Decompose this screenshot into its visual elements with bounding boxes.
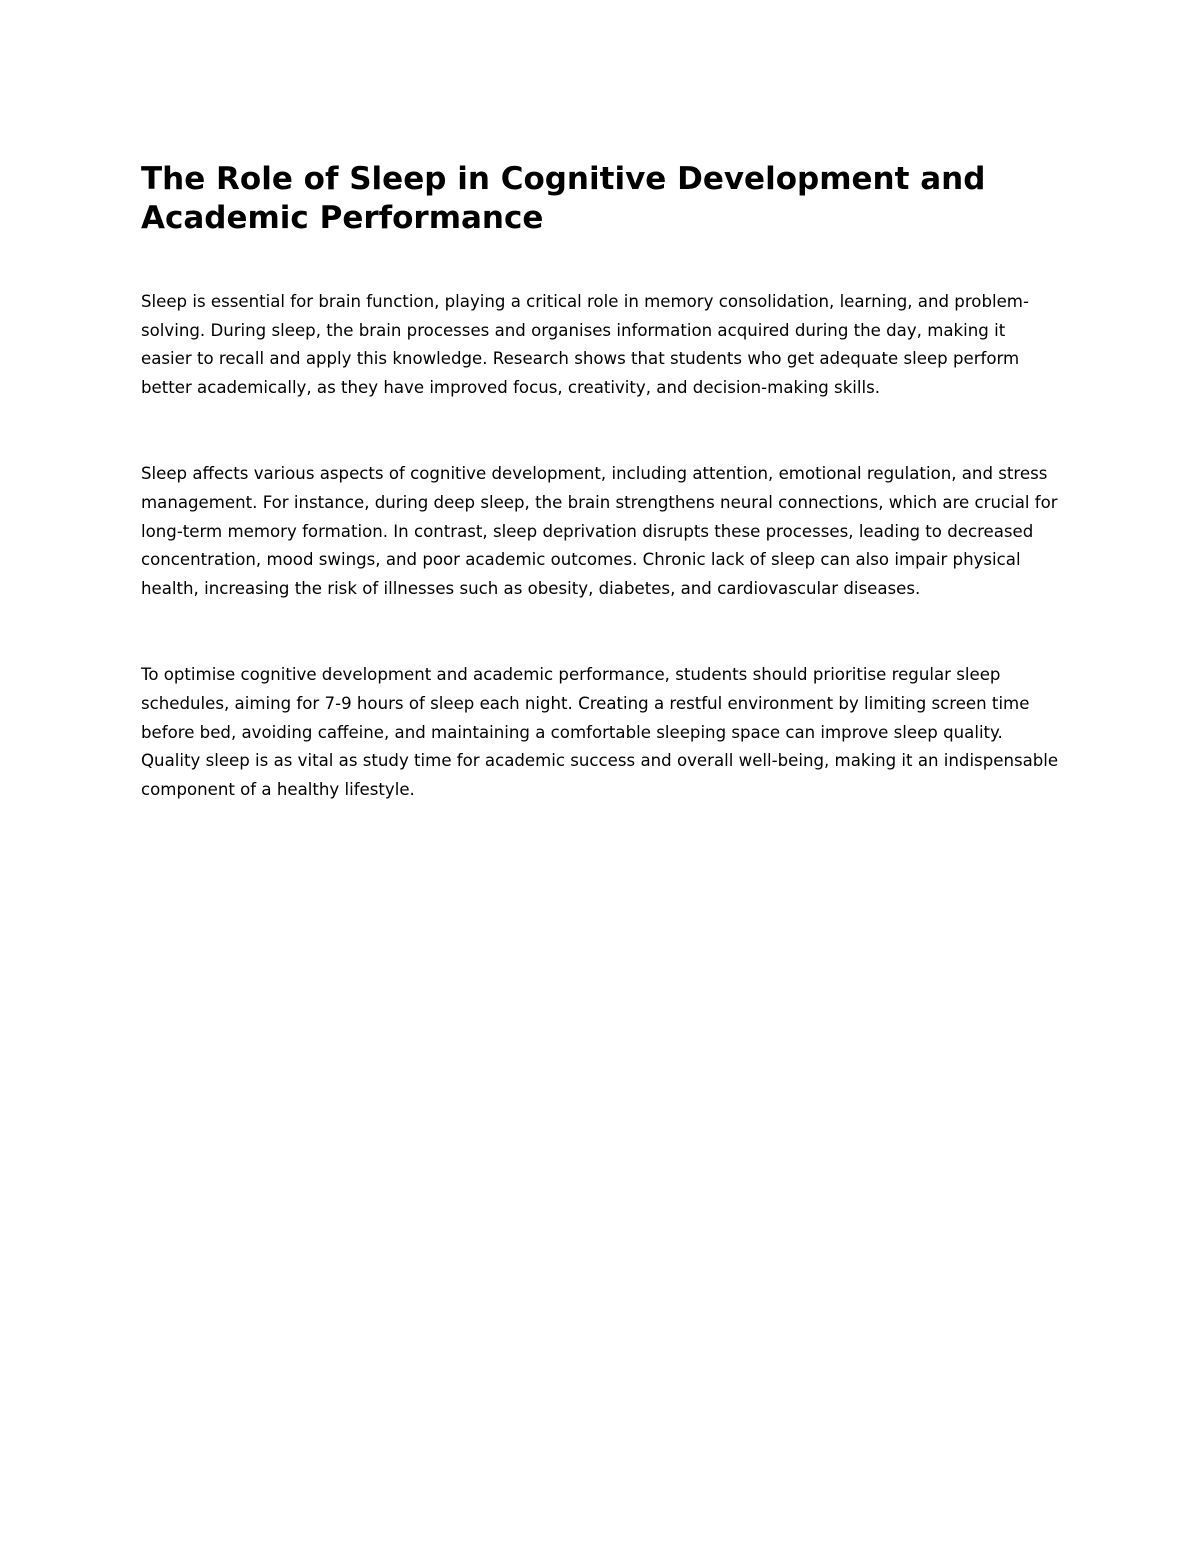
paragraph-3: To optimise cognitive development and academic performance, students should prioritise regular sleep schedules, aiming for 7-9 hours of sleep each night. Creating a restful environment by limiting screen time before bed, avoiding caffeine, and maintaining a comfortable sleeping space can improve sleep quality. Quality sleep is as vital as study time for academic success and overall well-being, making it an indispensable component of a healthy lifestyle.: [141, 665, 1059, 799]
document-content: [141, 160, 1061, 804]
paragraph-1: Sleep is essential for brain function, playing a critical role in memory consolidation, learning, and problem-solving. During sleep, the brain processes and organises information acquired during the day, making it easier to recall and apply this knowledge. Research shows that students who get adequate sleep perform better academically, as they have improved focus, creativity, and decision-making skills.: [141, 292, 1029, 397]
document-title: The Role of Sleep in Cognitive Development and Academic Performance: [141, 161, 986, 236]
paragraph-2: Sleep affects various aspects of cognitive development, including attention, emotional regulation, and stress management. For instance, during deep sleep, the brain strengthens neural connections, which are crucial for long-term memory formation. In contrast, sleep deprivation disrupts these processes, leading to decreased concentration, mood swings, and poor academic outcomes. Chronic lack of sleep can also impair physical health, increasing the risk of illnesses such as obesity, diabetes, and cardiovascular diseases.: [141, 464, 1058, 598]
